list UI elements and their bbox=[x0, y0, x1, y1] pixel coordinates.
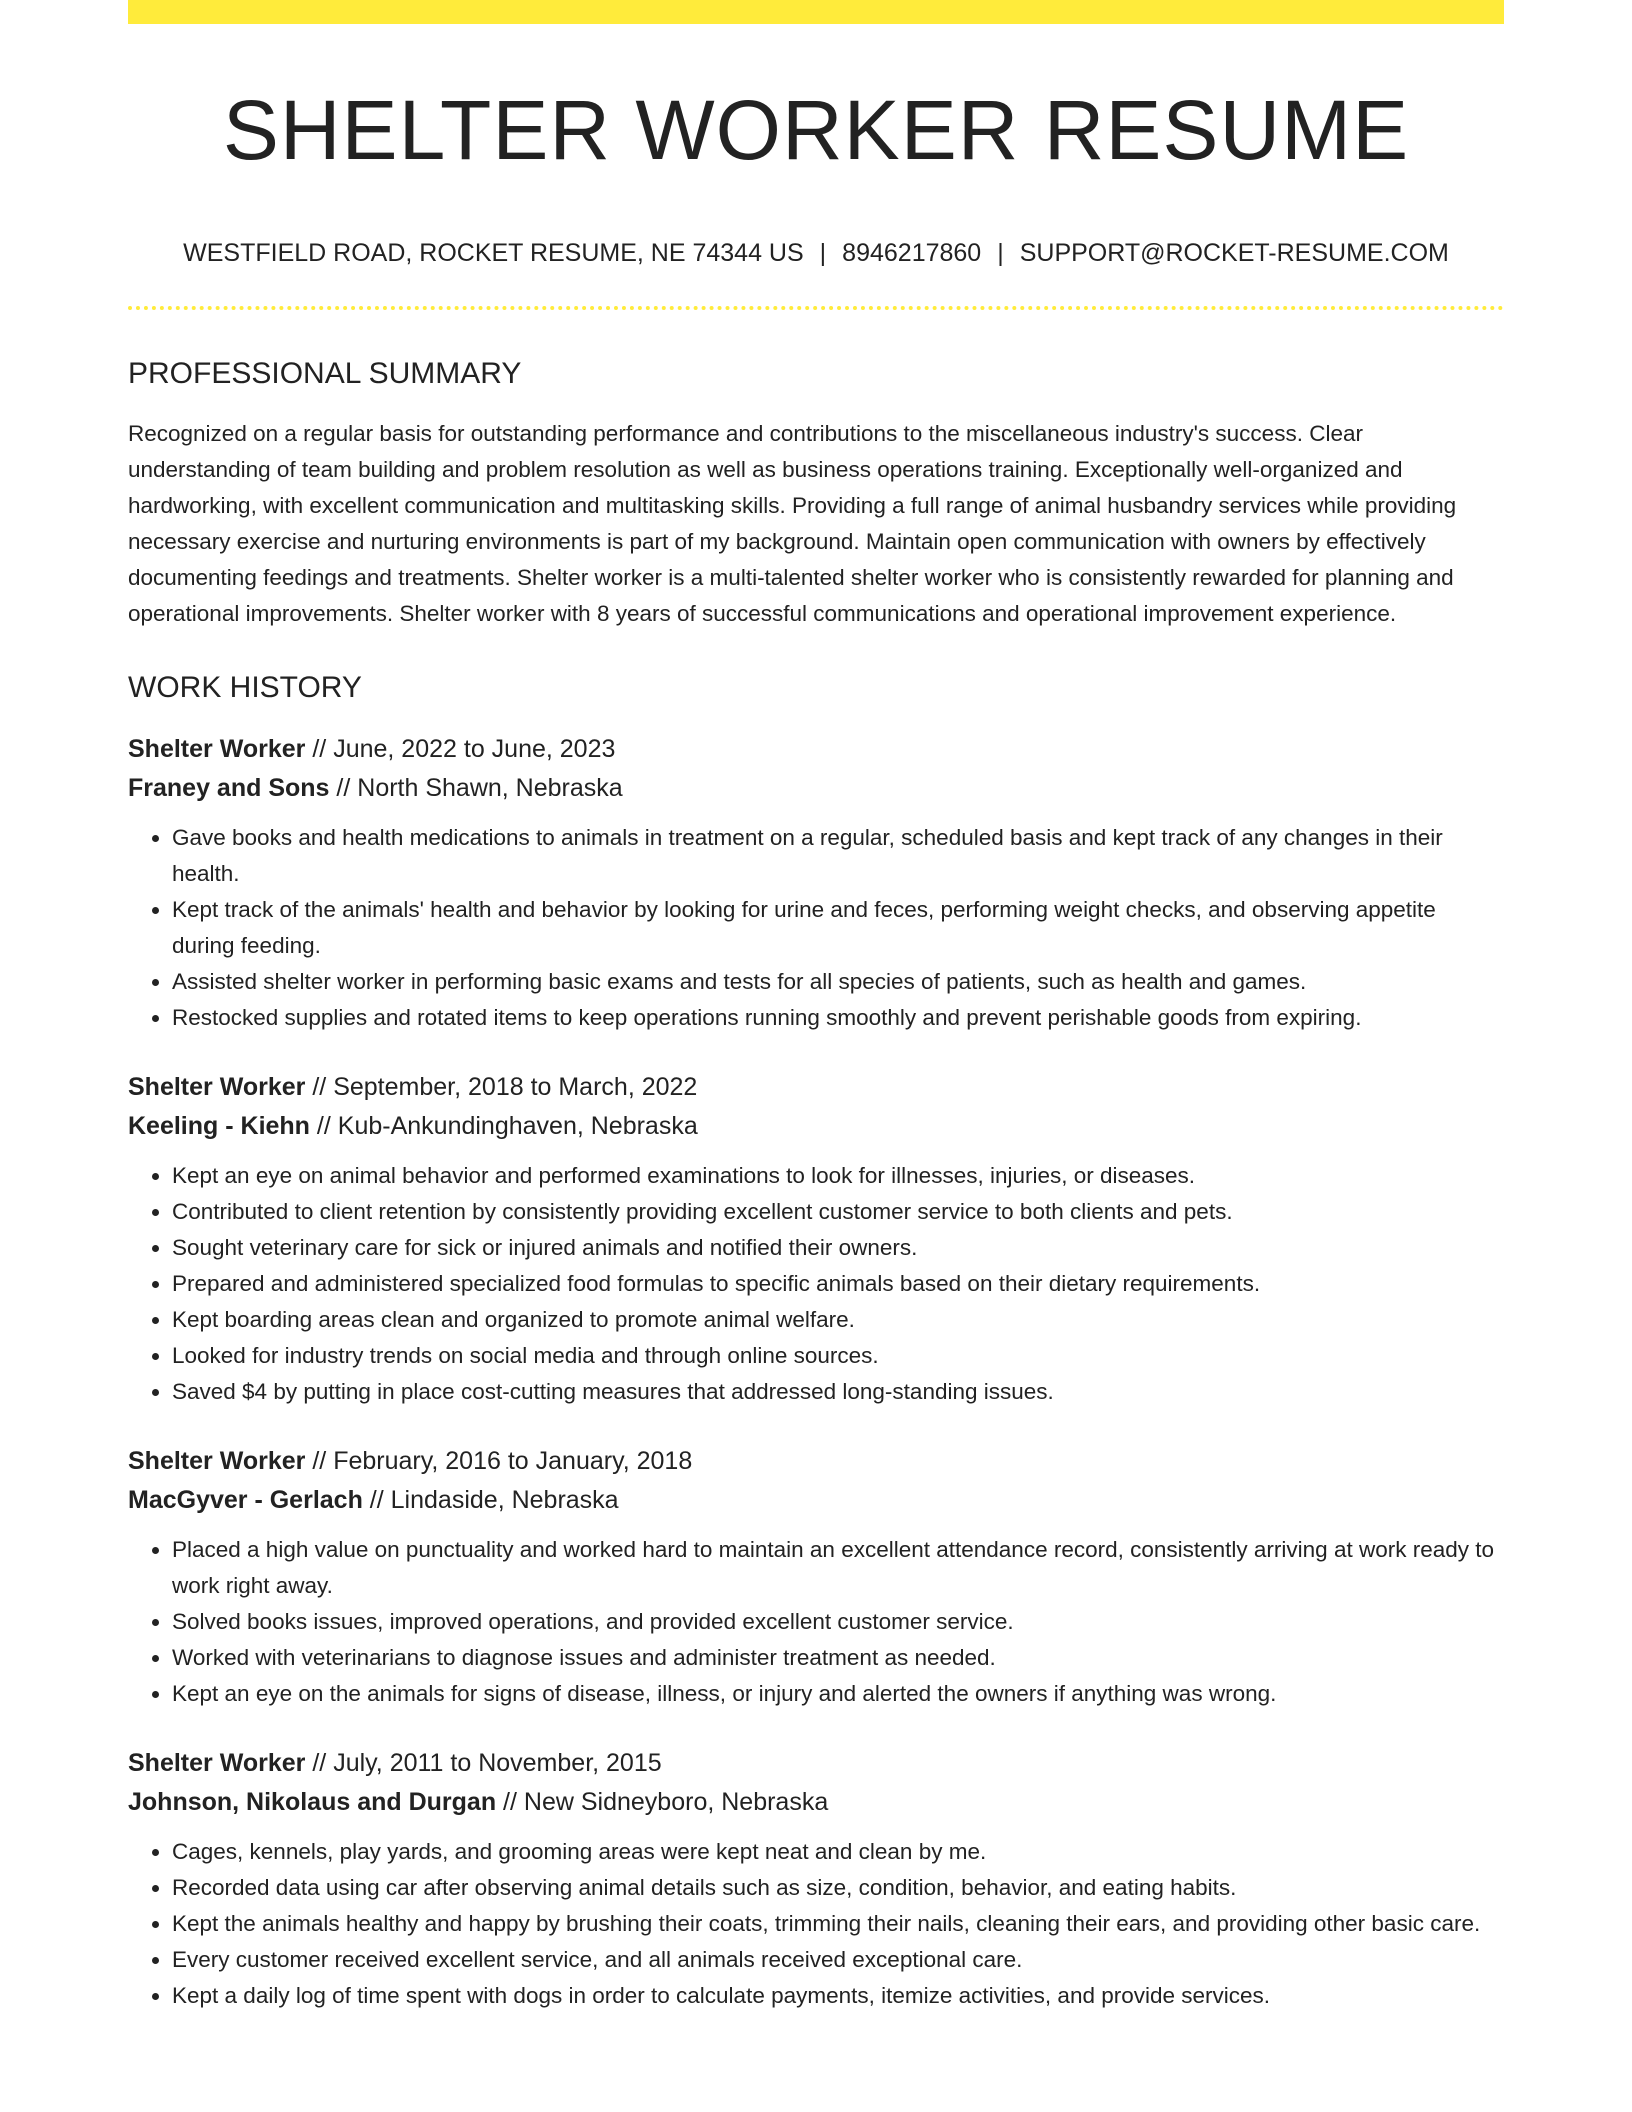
job-bullet: • Kept an eye on the animals for signs of disease, illness, or injury and alerted the owners if anything was wrong. bbox=[172, 1676, 1504, 1712]
job-bullet: • Assisted shelter worker in performing basic exams and tests for all species of patients, such as health and games. bbox=[172, 964, 1504, 1000]
dotted-divider bbox=[128, 306, 1504, 310]
job-dates: July, 2011 to November, 2015 bbox=[333, 1749, 662, 1778]
job-company-line bbox=[128, 1783, 1504, 1822]
professional-summary-section bbox=[128, 356, 1504, 632]
job-bullet: • Cages, kennels, play yards, and grooming areas were kept neat and clean by me. bbox=[172, 1834, 1504, 1870]
job-delimiter: // bbox=[312, 1749, 327, 1778]
job-company: Franey and Sons bbox=[128, 774, 330, 803]
job-title: Shelter Worker bbox=[128, 1447, 306, 1476]
job-bullet: • Solved books issues, improved operations, and provided excellent customer service. bbox=[172, 1604, 1504, 1640]
job-company: MacGyver - Gerlach bbox=[128, 1486, 363, 1515]
job-company-line bbox=[128, 769, 1504, 808]
job-location: North Shawn, Nebraska bbox=[357, 774, 623, 803]
accent-top-bar bbox=[128, 0, 1504, 24]
contact-email: SUPPORT@ROCKET-RESUME.COM bbox=[1019, 239, 1449, 268]
job-title-line bbox=[128, 730, 1504, 769]
job-delimiter: // bbox=[316, 1112, 331, 1141]
job-bullet: • Kept a daily log of time spent with dogs in order to calculate payments, itemize activities, and provide services. bbox=[172, 1978, 1504, 2014]
job-entry bbox=[128, 730, 1504, 1036]
job-delimiter: // bbox=[503, 1788, 517, 1817]
job-bullet: • Saved $4 by putting in place cost-cutting measures that addressed long-standing issues. bbox=[172, 1374, 1504, 1410]
job-entry bbox=[128, 1744, 1504, 2014]
job-company: Keeling - Kiehn bbox=[128, 1112, 310, 1141]
job-bullet: • Placed a high value on punctuality and worked hard to maintain an excellent attendance record, consistently arriving at work ready to work right away. bbox=[172, 1532, 1504, 1604]
job-title-line bbox=[128, 1744, 1504, 1783]
job-company: Johnson, Nikolaus and Durgan bbox=[128, 1788, 497, 1817]
contact-address: WESTFIELD ROAD, ROCKET RESUME, NE 74344 US bbox=[183, 239, 804, 268]
job-location: Lindaside, Nebraska bbox=[390, 1486, 619, 1515]
job-company-line bbox=[128, 1107, 1504, 1146]
job-bullet-list bbox=[128, 820, 1504, 1036]
job-title-line bbox=[128, 1068, 1504, 1107]
job-dates: June, 2022 to June, 2023 bbox=[333, 735, 616, 764]
job-delimiter: // bbox=[312, 1073, 327, 1102]
job-title-line bbox=[128, 1442, 1504, 1481]
job-entry bbox=[128, 1442, 1504, 1712]
job-bullet: • Kept the animals healthy and happy by brushing their coats, trimming their nails, cleaning their ears, and providing other basic care. bbox=[172, 1906, 1504, 1942]
job-entry bbox=[128, 1068, 1504, 1410]
job-bullet: • Sought veterinary care for sick or injured animals and notified their owners. bbox=[172, 1230, 1504, 1266]
summary-text: Recognized on a regular basis for outstanding performance and contributions to the miscellaneous industry's success. Clear understanding of team building and problem resolution as well as business operations training. Exceptionally well-organized and hardworking, with excellent communication and multitasking skills. Providing a full range of animal husbandry services while providing necessary exercise and nurturing environments is part of my background. Maintain open communication with owners by effectively documenting feedings and treatments. Shelter worker is a multi-talented shelter worker who is consistently rewarded for planning and operational improvements. Shelter worker with 8 years of successful communications and operational improvement experience. bbox=[128, 421, 1457, 627]
contact-line bbox=[128, 238, 1504, 268]
job-title: Shelter Worker bbox=[128, 735, 306, 764]
job-delimiter: // bbox=[312, 735, 327, 764]
job-delimiter: // bbox=[336, 774, 351, 803]
job-bullet: • Kept boarding areas clean and organized to promote animal welfare. bbox=[172, 1302, 1504, 1338]
job-bullet: • Contributed to client retention by consistently providing excellent customer service to both clients and pets. bbox=[172, 1194, 1504, 1230]
job-bullet: • Kept track of the animals' health and behavior by looking for urine and feces, performing weight checks, and observing appetite during feeding. bbox=[172, 892, 1504, 964]
job-location: New Sidneyboro, Nebraska bbox=[523, 1788, 829, 1817]
work-history-section bbox=[128, 670, 1504, 2014]
job-bullet: • Recorded data using car after observing animal details such as size, condition, behavior, and eating habits. bbox=[172, 1870, 1504, 1906]
job-delimiter: // bbox=[312, 1447, 327, 1476]
job-location: Kub-Ankundinghaven, Nebraska bbox=[337, 1112, 698, 1141]
job-dates: February, 2016 to January, 2018 bbox=[333, 1447, 693, 1476]
job-company-line bbox=[128, 1481, 1504, 1520]
resume-title: SHELTER WORKER RESUME bbox=[222, 83, 1410, 177]
job-bullet: • Every customer received excellent service, and all animals received exceptional care. bbox=[172, 1942, 1504, 1978]
job-bullet: • Restocked supplies and rotated items to keep operations running smoothly and prevent perishable goods from expiring. bbox=[172, 1000, 1504, 1036]
job-dates: September, 2018 to March, 2022 bbox=[333, 1073, 698, 1102]
job-title: Shelter Worker bbox=[128, 1073, 306, 1102]
job-bullet-list bbox=[128, 1532, 1504, 1712]
job-bullet: • Looked for industry trends on social media and through online sources. bbox=[172, 1338, 1504, 1374]
summary-heading: PROFESSIONAL SUMMARY bbox=[128, 357, 522, 391]
job-title: Shelter Worker bbox=[128, 1749, 306, 1778]
job-bullet: • Kept an eye on animal behavior and performed examinations to look for illnesses, injuries, or diseases. bbox=[172, 1158, 1504, 1194]
job-bullet: • Gave books and health medications to animals in treatment on a regular, scheduled basis and kept track of any changes in their health. bbox=[172, 820, 1504, 892]
work-history-heading: WORK HISTORY bbox=[128, 671, 362, 705]
job-delimiter: // bbox=[369, 1486, 384, 1515]
job-bullet-list bbox=[128, 1834, 1504, 2014]
contact-separator: | bbox=[997, 239, 1004, 268]
contact-phone: 8946217860 bbox=[842, 239, 982, 268]
job-bullet: • Worked with veterinarians to diagnose issues and administer treatment as needed. bbox=[172, 1640, 1504, 1676]
job-bullet-list bbox=[128, 1158, 1504, 1410]
job-bullet: • Prepared and administered specialized food formulas to specific animals based on their dietary requirements. bbox=[172, 1266, 1504, 1302]
resume-page bbox=[128, 0, 1504, 2014]
contact-separator: | bbox=[819, 239, 827, 268]
